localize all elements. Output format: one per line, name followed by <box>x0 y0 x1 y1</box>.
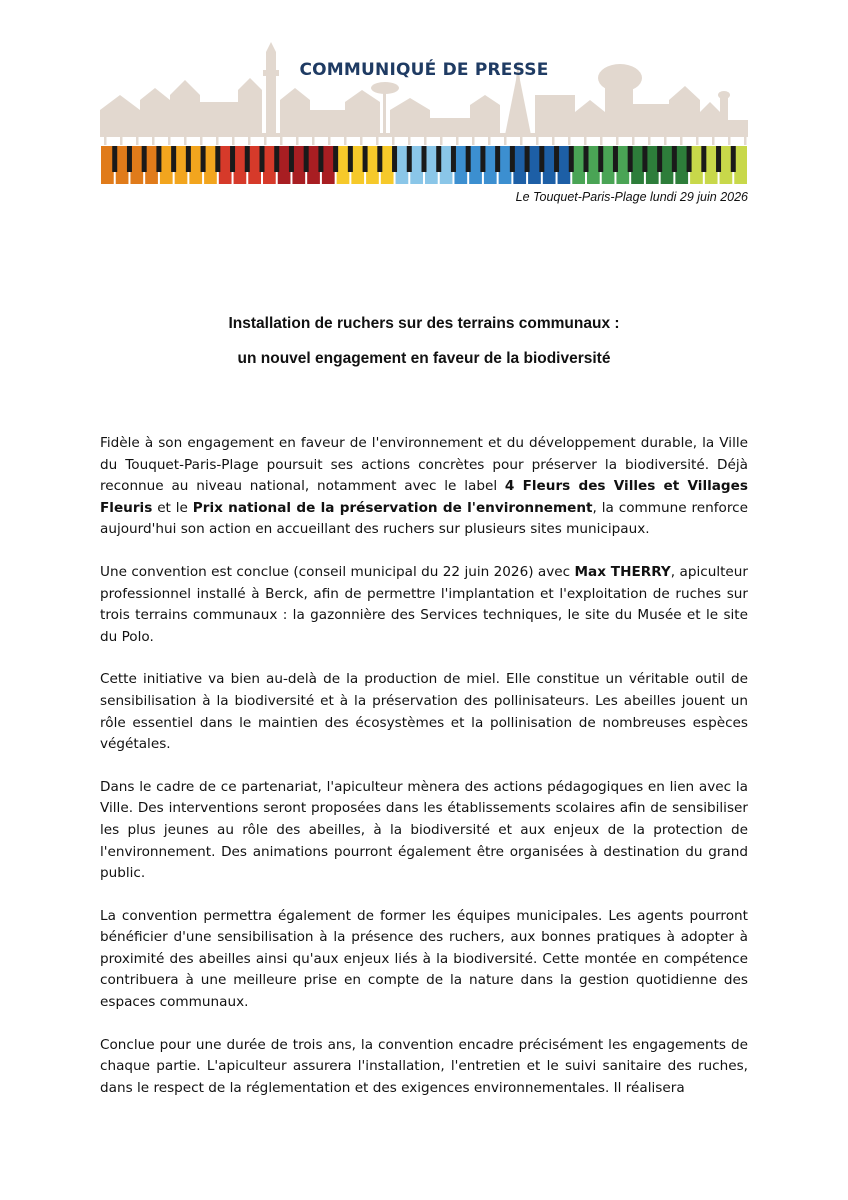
color-stripe <box>454 146 467 184</box>
color-stripe <box>513 146 526 184</box>
color-stripe <box>646 146 659 184</box>
color-stripe <box>381 146 394 184</box>
color-stripe <box>469 146 482 184</box>
color-stripe <box>322 146 335 184</box>
piano-key-divider <box>274 146 279 172</box>
color-stripe <box>351 146 364 184</box>
dateline: Le Touquet-Paris-Plage lundi 29 juin 2026 <box>515 190 748 204</box>
color-stripe <box>440 146 453 184</box>
piano-key-divider <box>156 146 161 172</box>
piano-key-divider <box>436 146 441 172</box>
color-stripe <box>145 146 158 184</box>
color-stripe <box>292 146 305 184</box>
piano-key-divider <box>142 146 147 172</box>
piano-key-divider <box>186 146 191 172</box>
piano-key-divider <box>510 146 515 172</box>
color-stripe <box>219 146 232 184</box>
color-stripe <box>307 146 320 184</box>
color-stripe <box>130 146 143 184</box>
piano-key-divider <box>304 146 309 172</box>
color-stripe <box>248 146 261 184</box>
color-stripe <box>543 146 556 184</box>
piano-key-divider <box>392 146 397 172</box>
color-stripe <box>410 146 423 184</box>
piano-key-divider <box>348 146 353 172</box>
piano-key-divider <box>289 146 294 172</box>
color-stripe <box>189 146 202 184</box>
color-stripe <box>690 146 703 184</box>
piano-key-divider <box>628 146 633 172</box>
color-stripe <box>572 146 585 184</box>
color-stripe <box>116 146 129 184</box>
piano-key-divider <box>201 146 206 172</box>
paragraph-6: Conclue pour une durée de trois ans, la convention encadre précisément les engagements de chaque partie. L'apiculteur assurera l'installation, l'entretien et le suivi sanitaire des ruches, dans le respect de la réglementation et des exigences environnementales. Il réalisera <box>100 1036 748 1096</box>
color-stripe <box>734 146 747 184</box>
color-stripe <box>484 146 497 184</box>
piano-key-divider <box>525 146 530 172</box>
piano-key-divider <box>377 146 382 172</box>
piano-key-divider <box>215 146 220 172</box>
piano-key-divider <box>495 146 500 172</box>
header-title: COMMUNIQUÉ DE PRESSE <box>299 60 549 80</box>
prize-name: Prix national de la préservation de l'environnement <box>192 499 593 516</box>
piano-key-divider <box>318 146 323 172</box>
piano-key-divider <box>466 146 471 172</box>
piano-key-divider <box>127 146 132 172</box>
paragraph-2: Une convention est conclue (conseil municipal du 22 juin 2026) avec Max THERRY, apiculteur professionnel installé à Berck, afin de permettre l'implantation et l'exploitation de ruches sur trois terrains communaux : la gazonnière des Services techniques, le site du Musée et le site du Polo. <box>100 563 748 645</box>
paragraph-1: Fidèle à son engagement en faveur de l'environnement et du développement durable, la Ville du Touquet-Paris-Plage poursuit ses actions concrètes pour préserver la biodiversité. Déjà reconnue au niveau national, notamment avec le label 4 Fleurs des Villes et Villages Fleuris et le Prix national de la préservation de l'environnement, la commune renforce aujourd'hui son action en accueillant des ruchers sur plusieurs sites municipaux. <box>100 435 748 538</box>
piano-key-divider <box>716 146 721 172</box>
color-stripe <box>661 146 674 184</box>
color-stripe <box>720 146 733 184</box>
color-stripe <box>175 146 188 184</box>
color-stripe <box>705 146 718 184</box>
color-stripe <box>160 146 173 184</box>
piano-key-divider <box>112 146 117 172</box>
piano-key-divider <box>569 146 574 172</box>
piano-key-divider <box>584 146 589 172</box>
press-release-body <box>100 433 748 1120</box>
color-stripe <box>616 146 629 184</box>
piano-key-divider <box>613 146 618 172</box>
color-stripe <box>337 146 350 184</box>
piano-key-divider <box>245 146 250 172</box>
paragraph-5: La convention permettra également de former les équipes municipales. Les agents pourront bénéficier d'une sensibilisation à la présence des ruchers, aux bonnes pratiques à adopter à proximité des abeilles ainsi qu'aux enjeux liés à la biodiversité. Cette montée en compétence contribuera à une meilleure prise en compte de la nature dans la gestion quotidienne des espaces communaux. <box>100 907 748 1011</box>
piano-key-divider <box>687 146 692 172</box>
piano-key-divider <box>642 146 647 172</box>
color-stripe <box>425 146 438 184</box>
piano-key-divider <box>260 146 265 172</box>
beekeeper-name: Max THERRY <box>574 563 671 580</box>
color-stripe <box>234 146 247 184</box>
piano-key-divider <box>598 146 603 172</box>
color-stripe <box>587 146 600 184</box>
piano-key-divider <box>554 146 559 172</box>
piano-key-divider <box>672 146 677 172</box>
color-stripe <box>263 146 276 184</box>
color-stripe <box>675 146 688 184</box>
piano-key-divider <box>171 146 176 172</box>
piano-key-divider <box>657 146 662 172</box>
piano-key-divider <box>480 146 485 172</box>
color-stripe <box>366 146 379 184</box>
label-name: 4 Fleurs des Villes et Villages Fleuris <box>100 478 748 516</box>
color-stripe <box>101 146 114 184</box>
color-stripe <box>631 146 644 184</box>
piano-key-divider <box>407 146 412 172</box>
color-stripe <box>528 146 541 184</box>
piano-key-divider <box>451 146 456 172</box>
piano-key-divider <box>333 146 338 172</box>
paragraph-3: Cette initiative va bien au-delà de la production de miel. Elle constitue un véritable outil de sensibilisation à la biodiversité et à la préservation des pollinisateurs. Les abeilles jouent un rôle essentiel dans le maintien des écosystèmes et la pollinisation de nombreuses espèces végétales. <box>100 671 748 753</box>
color-stripe <box>602 146 615 184</box>
color-stripe <box>396 146 409 184</box>
headline-line-2: un nouvel engagement en faveur de la biodiversité <box>237 350 611 367</box>
paragraph-4: Dans le cadre de ce partenariat, l'apiculteur mènera des actions pédagogiques en lien avec la Ville. Des interventions seront proposées dans les établissements scolaires afin de sensibiliser les plus jeunes au rôle des abeilles, à la biodiversité et aux enjeux de la protection de l'environnement. Des animations pourront également être organisées à destination du grand public. <box>100 778 748 882</box>
piano-key-divider <box>422 146 427 172</box>
color-stripe <box>204 146 217 184</box>
piano-key-divider <box>701 146 706 172</box>
press-release-banner <box>100 40 748 190</box>
piano-key-divider <box>539 146 544 172</box>
color-stripe <box>558 146 571 184</box>
piano-key-divider <box>363 146 368 172</box>
piano-key-divider <box>230 146 235 172</box>
color-stripe <box>499 146 512 184</box>
headline-line-1: Installation de ruchers sur des terrains communaux : <box>228 315 620 332</box>
piano-key-divider <box>731 146 736 172</box>
color-stripe <box>278 146 291 184</box>
